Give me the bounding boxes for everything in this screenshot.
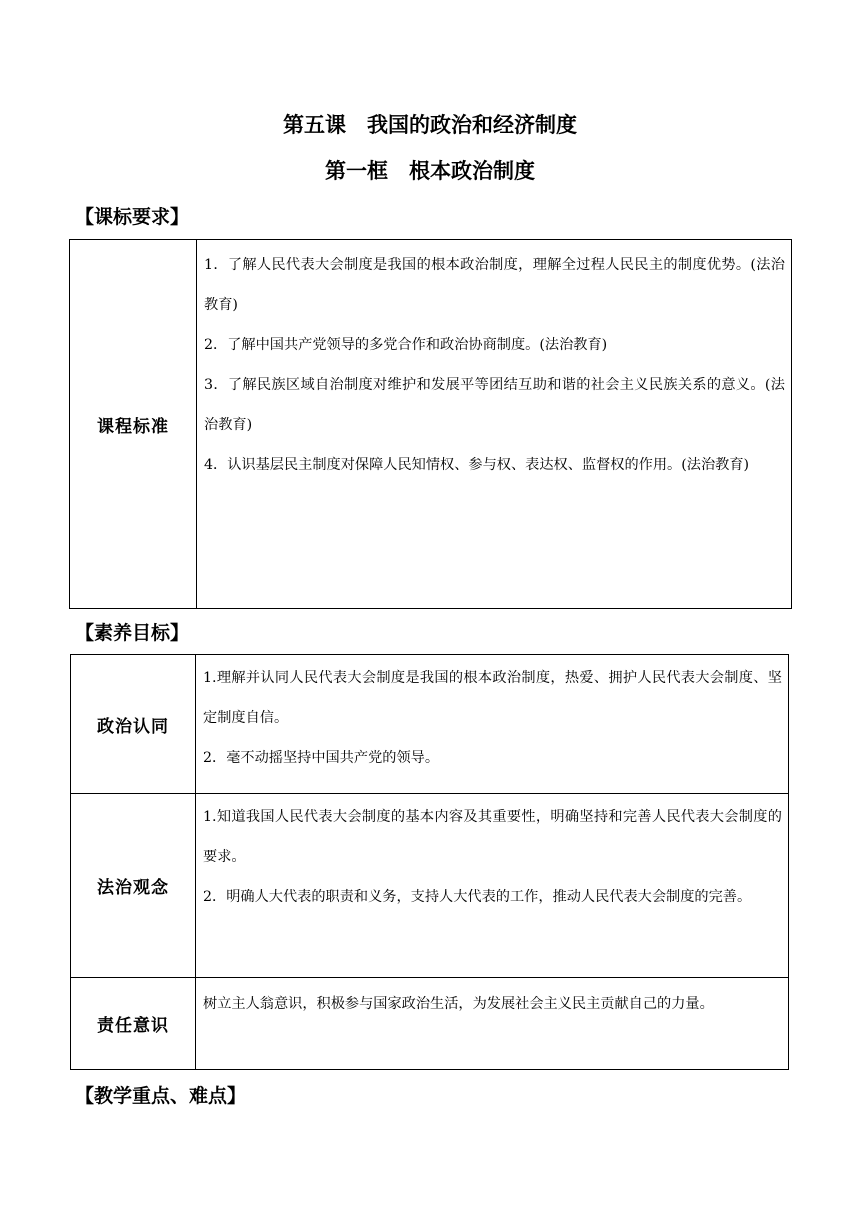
table-row <box>71 794 789 978</box>
page-title: 第五课 我国的政治和经济制度 <box>283 113 577 137</box>
list-item: 2．毫不动摇坚持中国共产党的领导。 <box>203 750 440 766</box>
row-content <box>196 655 789 794</box>
literacy-table <box>70 654 789 1070</box>
list-item: 2．了解中国共产党领导的多党合作和政治协商制度。(法治教育) <box>204 337 608 353</box>
table-row <box>70 240 792 609</box>
table-row <box>71 978 789 1070</box>
row-label: 政治认同 <box>71 655 196 794</box>
list-item: 1.理解并认同人民代表大会制度是我国的根本政治制度，热爱、拥护人民代表大会制度、坚定制度自信。 <box>203 670 782 726</box>
row-content <box>196 978 789 1070</box>
list-item: 1.知道我国人民代表大会制度的基本内容及其重要性，明确坚持和完善人民代表大会制度的要求。 <box>203 809 782 865</box>
list-item: 2．明确人大代表的职责和义务，支持人大代表的工作，推动人民代表大会制度的完善。 <box>203 889 752 905</box>
section-heading-literacy: 【素养目标】 <box>75 622 190 644</box>
list-item: 3．了解民族区域自治制度对维护和发展平等团结互助和谐的社会主义民族关系的意义。(法治教育) <box>204 377 785 433</box>
page-subtitle: 第一框 根本政治制度 <box>325 159 535 183</box>
row-label: 法治观念 <box>71 794 196 978</box>
section-heading-key-points: 【教学重点、难点】 <box>75 1085 247 1107</box>
curriculum-table <box>69 239 792 609</box>
list-item: 1．了解人民代表大会制度是我国的根本政治制度，理解全过程人民民主的制度优势。(法治教育) <box>204 257 785 313</box>
row-content <box>197 240 792 609</box>
section-heading-curriculum: 【课标要求】 <box>75 206 190 228</box>
list-item: 树立主人翁意识，积极参与国家政治生活，为发展社会主义民主贡献自己的力量。 <box>203 996 714 1012</box>
row-label: 课程标准 <box>70 240 197 609</box>
list-item: 4．认识基层民主制度对保障人民知情权、参与权、表达权、监督权的作用。(法治教育) <box>204 457 750 473</box>
table-row <box>71 655 789 794</box>
row-content <box>196 794 789 978</box>
row-label: 责任意识 <box>71 978 196 1070</box>
